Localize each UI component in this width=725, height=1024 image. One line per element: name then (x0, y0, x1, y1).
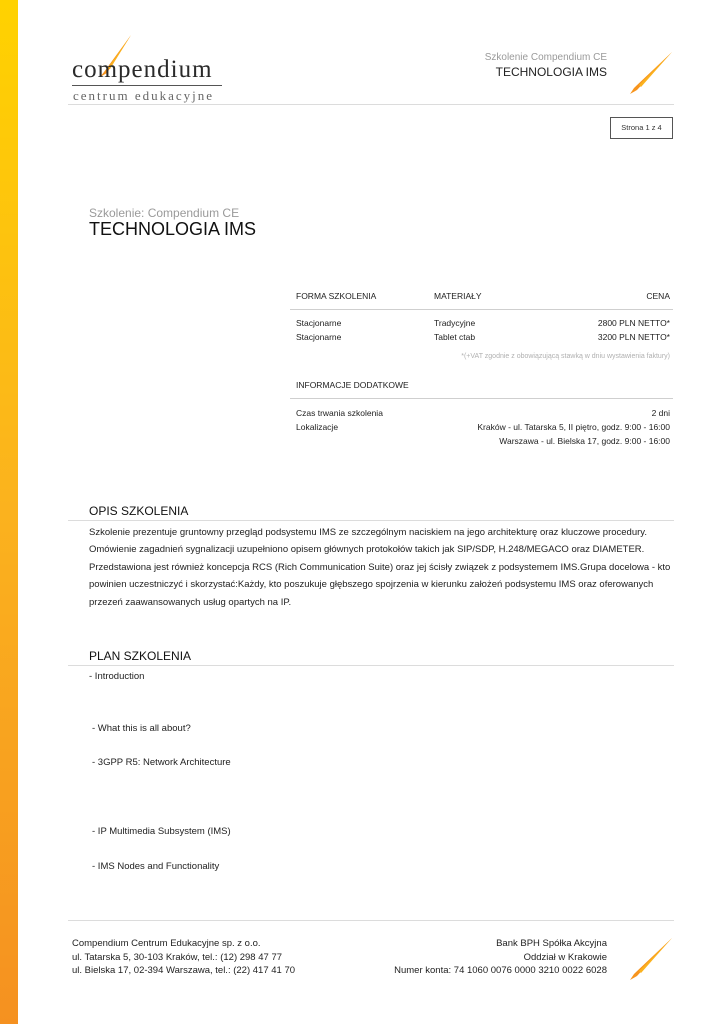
logo-tagline: centrum edukacyjne (73, 88, 215, 103)
location-krakow: Kraków - ul. Tatarska 5, II piętro, godz. 9:00 - 16:00 (477, 422, 670, 432)
footer-company-name: Compendium Centrum Edukacyjne sp. z o.o. (72, 938, 261, 949)
footer-bank-name: Bank BPH Spółka Akcyjna (496, 938, 607, 949)
footer-bank-branch: Oddział w Krakowie (523, 951, 607, 963)
header-form: FORMA SZKOLENIA (296, 291, 377, 301)
flame-icon (628, 50, 674, 96)
footer-address-krakow: ul. Tatarska 5, 30-103 Kraków, tel.: (12) 298 47 77 (72, 951, 283, 963)
plan-item: - IMS Nodes and Functionality (92, 861, 220, 872)
plan-item: - IP Multimedia Subsystem (IMS) (92, 826, 231, 837)
description-divider (68, 520, 674, 521)
additional-divider (290, 398, 673, 399)
footer-company-info (72, 937, 295, 978)
compendium-logo (68, 34, 228, 103)
row-price: 2800 PLN NETTO* (597, 318, 670, 328)
logo-wordmark: compendium (72, 56, 213, 83)
footer-address-warszawa: ul. Bielska 17, 02-394 Warszawa, tel.: (22) 417 41 70 (72, 965, 296, 976)
row-form: Stacjonarne (296, 332, 342, 342)
header-title: TECHNOLOGIA IMS (495, 65, 607, 79)
plan-item: - What this is all about? (92, 723, 191, 734)
course-subtitle: Szkolenie: Compendium CE (89, 206, 240, 220)
plan-divider (68, 665, 674, 666)
duration-label: Czas trwania szkolenia (296, 408, 383, 418)
header-divider (68, 104, 674, 105)
flame-icon (628, 936, 674, 982)
duration-value: 2 dni (651, 408, 670, 418)
additional-title: INFORMACJE DODATKOWE (296, 380, 409, 390)
header-materials: MATERIAŁY (434, 291, 482, 301)
description-heading: OPIS SZKOLENIA (89, 504, 189, 518)
row-materials: Tradycyjne (434, 318, 476, 328)
header-subtitle: Szkolenie Compendium CE (484, 52, 607, 63)
footer-bank-info (394, 937, 607, 978)
side-accent-bar (0, 0, 18, 1024)
pricing-divider (290, 309, 673, 310)
description-text: Szkolenie prezentuje gruntowny przegląd podsystemu IMS ze szczególnym naciskiem na jego architekturę oraz kluczowe procedury. Omówienie zagadnień sygnalizacji uzupełniono opisem głównych protokołów takich jak SIP/SDP, H.248/MEGACO oraz DIAMETER. Przedstawiona jest również koncepcja RCS (Rich Communication Suite) oraz jej ścisły związek z podsystemem IMS.Grupa docelowa - kto powinien uczestniczyć i skorzystać:Każdy, kto poszukuje głębszego spojrzenia w kierunku założeń podsystemu IMS oraz oferowanych przezeń zaawansowanych usług opartych na IP. (89, 527, 671, 608)
header-course-info (485, 52, 607, 79)
row-materials: Tablet ctab (434, 332, 476, 342)
page-indicator: Strona 1 z 4 (610, 117, 673, 139)
plan-item: - 3GPP R5: Network Architecture (92, 757, 231, 768)
course-title: TECHNOLOGIA IMS (89, 219, 257, 239)
footer-divider (68, 920, 674, 921)
vat-note: *(+VAT zgodnie z obowiązującą stawką w dniu wystawienia faktury) (461, 353, 670, 360)
header-price: CENA (646, 291, 670, 301)
plan-heading: PLAN SZKOLENIA (89, 649, 192, 663)
logo-underline (72, 85, 222, 86)
footer-account-number: Numer konta: 74 1060 0076 0000 3210 0022 6028 (394, 965, 607, 976)
location-warszawa: Warszawa - ul. Bielska 17, godz. 9:00 - 16:00 (499, 436, 670, 446)
location-label: Lokalizacje (296, 422, 339, 432)
row-price: 3200 PLN NETTO* (597, 332, 670, 342)
plan-item: - Introduction (89, 671, 145, 682)
row-form: Stacjonarne (296, 318, 342, 328)
